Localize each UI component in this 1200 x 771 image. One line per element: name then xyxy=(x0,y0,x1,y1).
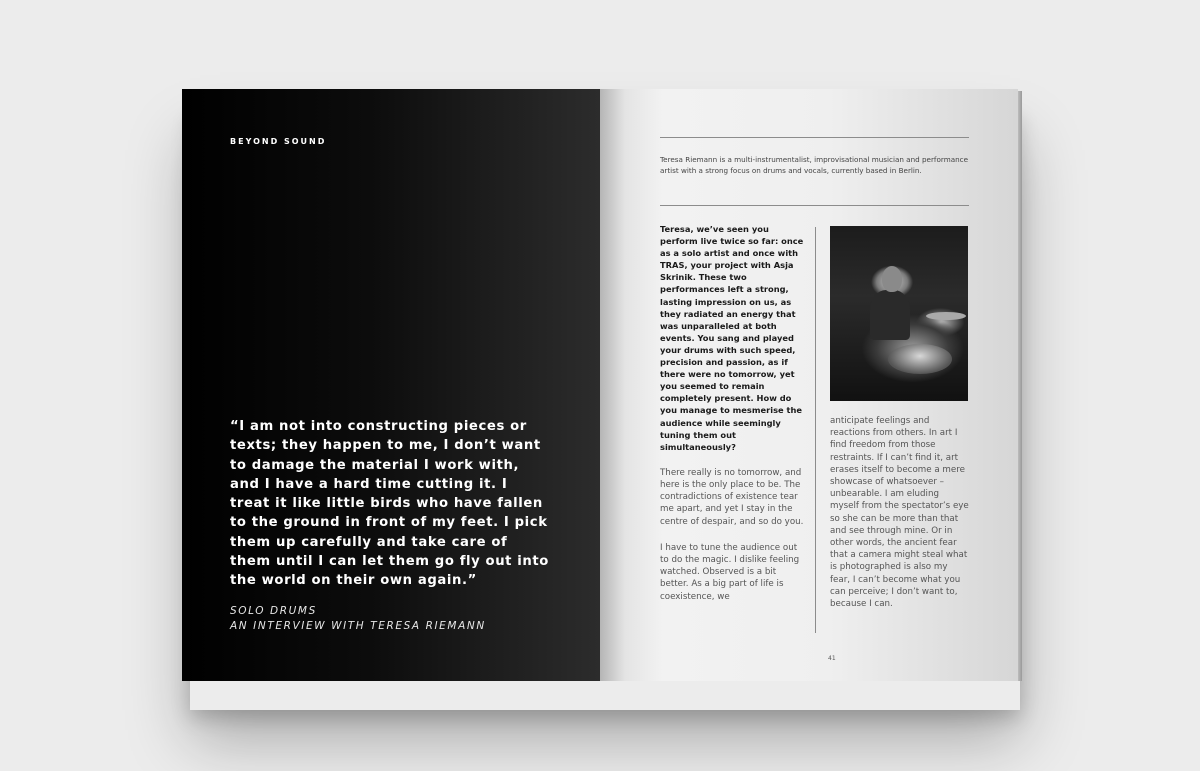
magazine-spread xyxy=(182,89,1018,681)
answer-paragraph-1: There really is no tomorrow, and here is the only place to be. The contradictions of existence tear me apart, and yet I stay in the centre of despair, and so do you. xyxy=(660,467,804,527)
photo-figure-head xyxy=(882,266,902,292)
left-page xyxy=(182,89,600,681)
column-divider xyxy=(815,227,816,633)
intro-rule xyxy=(660,205,969,206)
photo-cymbal xyxy=(926,312,966,320)
page-edge xyxy=(1018,91,1022,681)
right-page xyxy=(600,89,1018,681)
answer-paragraph-2: I have to tune the audience out to do the magic. I dislike feeling watched. Observed is a bit better. As a big part of life is coexistence, we xyxy=(660,542,800,602)
right-column xyxy=(830,415,970,610)
page-number: 41 xyxy=(828,655,836,662)
pull-quote: “I am not into constructing pieces or texts; they happen to me, I don’t want to damage the material I work with, and I have a hard time cutting it. I treat it like little birds who have fallen to the ground in front of my feet. I pick them up carefully and take care of them until I can let them go fly out into the world on their own again.” xyxy=(230,419,549,589)
answer-paragraph-3: anticipate feelings and reactions from others. In art I find freedom from those restraints. If I can’t find it, art erases itself to become a mere showcase of whatsoever – unbearable. I am eluding myself from the spectator’s eye so she can be more than that and see through mine. Or in other words, the ancient fear that a camera might steal what is photographed is also my fear, I can’t become what you can perceive; I don’t want to, because I can. xyxy=(830,416,969,610)
section-label: BEYOND SOUND xyxy=(230,137,327,146)
article-subtitle: AN INTERVIEW WITH TERESA RIEMANN xyxy=(230,620,486,632)
left-column xyxy=(660,223,804,603)
photo-figure-body xyxy=(870,290,910,340)
performer-photo xyxy=(830,226,968,401)
intro-text: Teresa Riemann is a multi-instrumentalist, improvisational musician and performance artist with a strong focus on drums and vocals, currently based in Berlin. xyxy=(660,155,969,175)
article-title: SOLO DRUMS xyxy=(230,605,317,617)
interview-question: Teresa, we’ve seen you perform live twice so far: once as a solo artist and once with TRAS, your project with Asja Skrinik. These two performances left a strong, lasting impression on us, as they radiated an energy that was unparalleled at both events. You sang and played your drums with such speed, precision and passion, as if there were no tomorrow, yet you seemed to remain completely present. How do you manage to mesmerise the audience while seemingly tuning them out simultaneously? xyxy=(660,224,804,452)
top-rule xyxy=(660,137,969,138)
photo-drum xyxy=(888,344,952,374)
